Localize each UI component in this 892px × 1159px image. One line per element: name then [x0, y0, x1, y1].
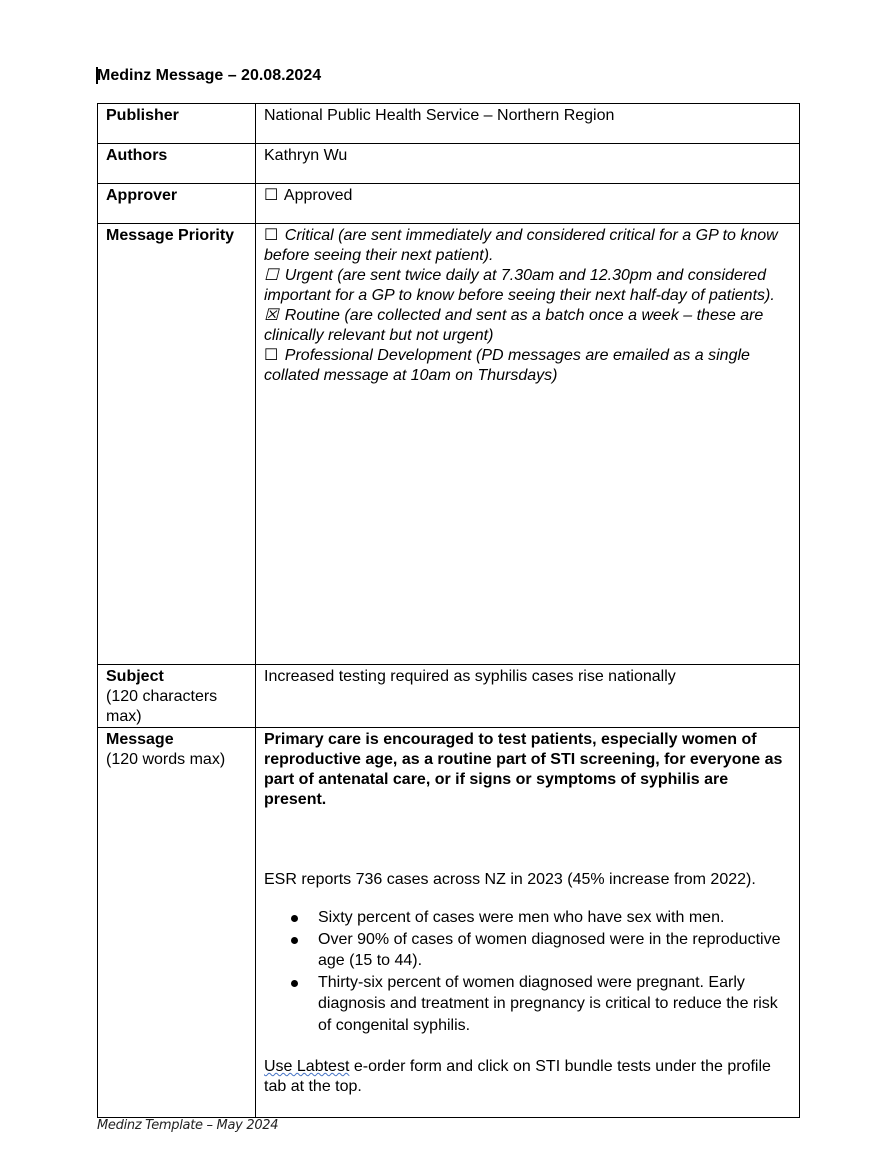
- message-lead: Primary care is encouraged to test patients, especially women of reproductive age, as a routine part of STI screening, for everyone as part of antenatal care, or if signs or symptoms of syphilis are present.: [264, 731, 783, 808]
- authors-row: [98, 144, 800, 184]
- bullet-item: Thirty-six percent of women diagnosed were pregnant. Early diagnosis and treatment in pregnancy is critical to reduce the risk of congenital syphilis.: [318, 972, 792, 1037]
- instruction-text: e-order form and click on STI bundle tests under the profile tab at the top.: [264, 1058, 771, 1095]
- pd-checkbox[interactable]: ☐: [264, 347, 279, 364]
- document-footer: Medinz Template – May 2024: [97, 1118, 279, 1133]
- message-form-table: [97, 103, 800, 1118]
- urgent-checkbox[interactable]: ☐: [264, 267, 279, 284]
- approved-label: Approved: [283, 187, 353, 204]
- priority-option-urgent: [264, 266, 792, 306]
- routine-checkbox-checked[interactable]: ☒: [264, 307, 279, 324]
- critical-checkbox[interactable]: ☐: [264, 227, 279, 244]
- authors-value[interactable]: Kathryn Wu: [256, 144, 800, 184]
- message-body[interactable]: [256, 728, 800, 1118]
- message-sublabel: (120 words max): [106, 751, 226, 768]
- publisher-label: Publisher: [98, 104, 256, 144]
- routine-text: Routine (are collected and sent as a batch once a week – these are clinically relevant but not urgent): [264, 307, 764, 344]
- bullet-icon: [291, 915, 298, 922]
- priority-option-professional-development: [264, 346, 792, 386]
- subject-value[interactable]: Increased testing required as syphilis cases rise nationally: [256, 665, 800, 728]
- publisher-value[interactable]: National Public Health Service – Northern Region: [256, 104, 800, 144]
- subject-row: [98, 665, 800, 728]
- urgent-text: Urgent (are sent twice daily at 7.30am and 12.30pm and considered important for a GP to know before seeing their next half-day of patients).: [264, 267, 775, 304]
- approver-cell: [256, 184, 800, 224]
- approver-row: [98, 184, 800, 224]
- approver-label: Approver: [98, 184, 256, 224]
- spellcheck-flagged-text[interactable]: Use Labtest: [264, 1058, 350, 1075]
- bullet-item: Over 90% of cases of women diagnosed were in the reproductive age (15 to 44).: [318, 929, 792, 972]
- priority-row: [98, 224, 800, 665]
- bullet-icon: [291, 980, 298, 987]
- priority-label: Message Priority: [98, 224, 256, 665]
- priority-option-routine: [264, 306, 792, 346]
- message-bullets: [264, 907, 792, 1036]
- priority-options: [256, 224, 800, 665]
- bullet-item: Sixty percent of cases were men who have sex with men.: [318, 907, 792, 929]
- pd-text: Professional Development (PD messages are emailed as a single collated message at 10am on Thursdays): [264, 347, 750, 384]
- message-row: [98, 728, 800, 1118]
- blank-space: [264, 810, 792, 870]
- approved-checkbox[interactable]: ☐: [264, 187, 279, 204]
- message-instruction: [264, 1057, 792, 1097]
- bullet-icon: [291, 937, 298, 944]
- publisher-row: [98, 104, 800, 144]
- critical-text: Critical (are sent immediately and considered critical for a GP to know before seeing their next patient).: [264, 227, 778, 264]
- message-stat: ESR reports 736 cases across NZ in 2023 (45% increase from 2022).: [264, 871, 756, 888]
- subject-label-cell: [98, 665, 256, 728]
- message-label-cell: [98, 728, 256, 1118]
- authors-label: Authors: [98, 144, 256, 184]
- priority-option-critical: [264, 226, 792, 266]
- document-title: Medinz Message – 20.08.2024: [97, 67, 322, 84]
- subject-label: Subject: [106, 668, 164, 685]
- subject-sublabel: (120 characters max): [106, 688, 218, 725]
- blank-space: [264, 1036, 792, 1057]
- message-label: Message: [106, 731, 174, 748]
